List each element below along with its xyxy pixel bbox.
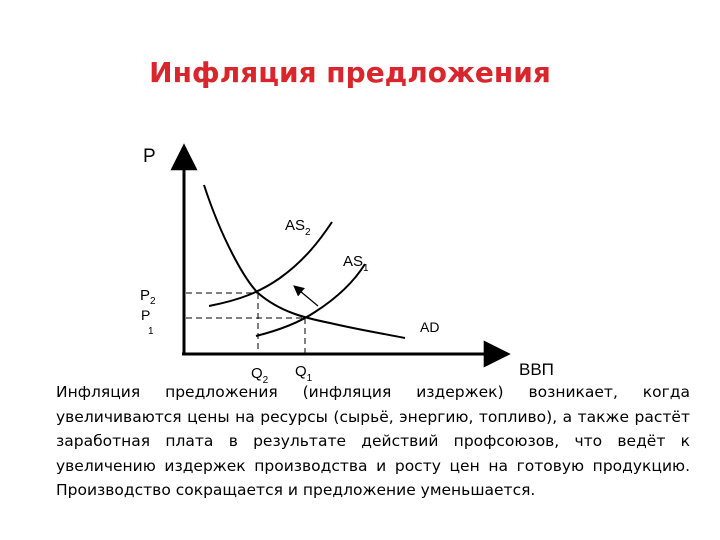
slide-title-text: Инфляция предложения [149,56,551,89]
ad-curve [204,185,405,338]
shift-arrow [294,286,318,306]
q2-label: $Q_2$ [251,365,269,386]
p2-label: $P_2$ [140,287,156,307]
q1-label: $Q_1$ [295,363,313,384]
as2-label: $AS_2$ [285,217,311,238]
p1-label: P 1 [141,307,154,337]
description-paragraph: Инфляция предложения (инфляция издержек) возникает, когда увеличиваются цены на ресурсы (сырьё, энергию, топливо), а также растёт заработная плата в результате действий профсоюзов, что ведёт к увеличению издержек производства и росту цен на готовую продукцию. Производство сокращается и предложение уменьшается. [56,383,690,499]
as1-label: $AS_1$ [343,253,369,274]
ad-label: AD [420,319,440,335]
y-axis-label: P [143,146,156,167]
x-axis-label: ВВП [519,360,554,379]
